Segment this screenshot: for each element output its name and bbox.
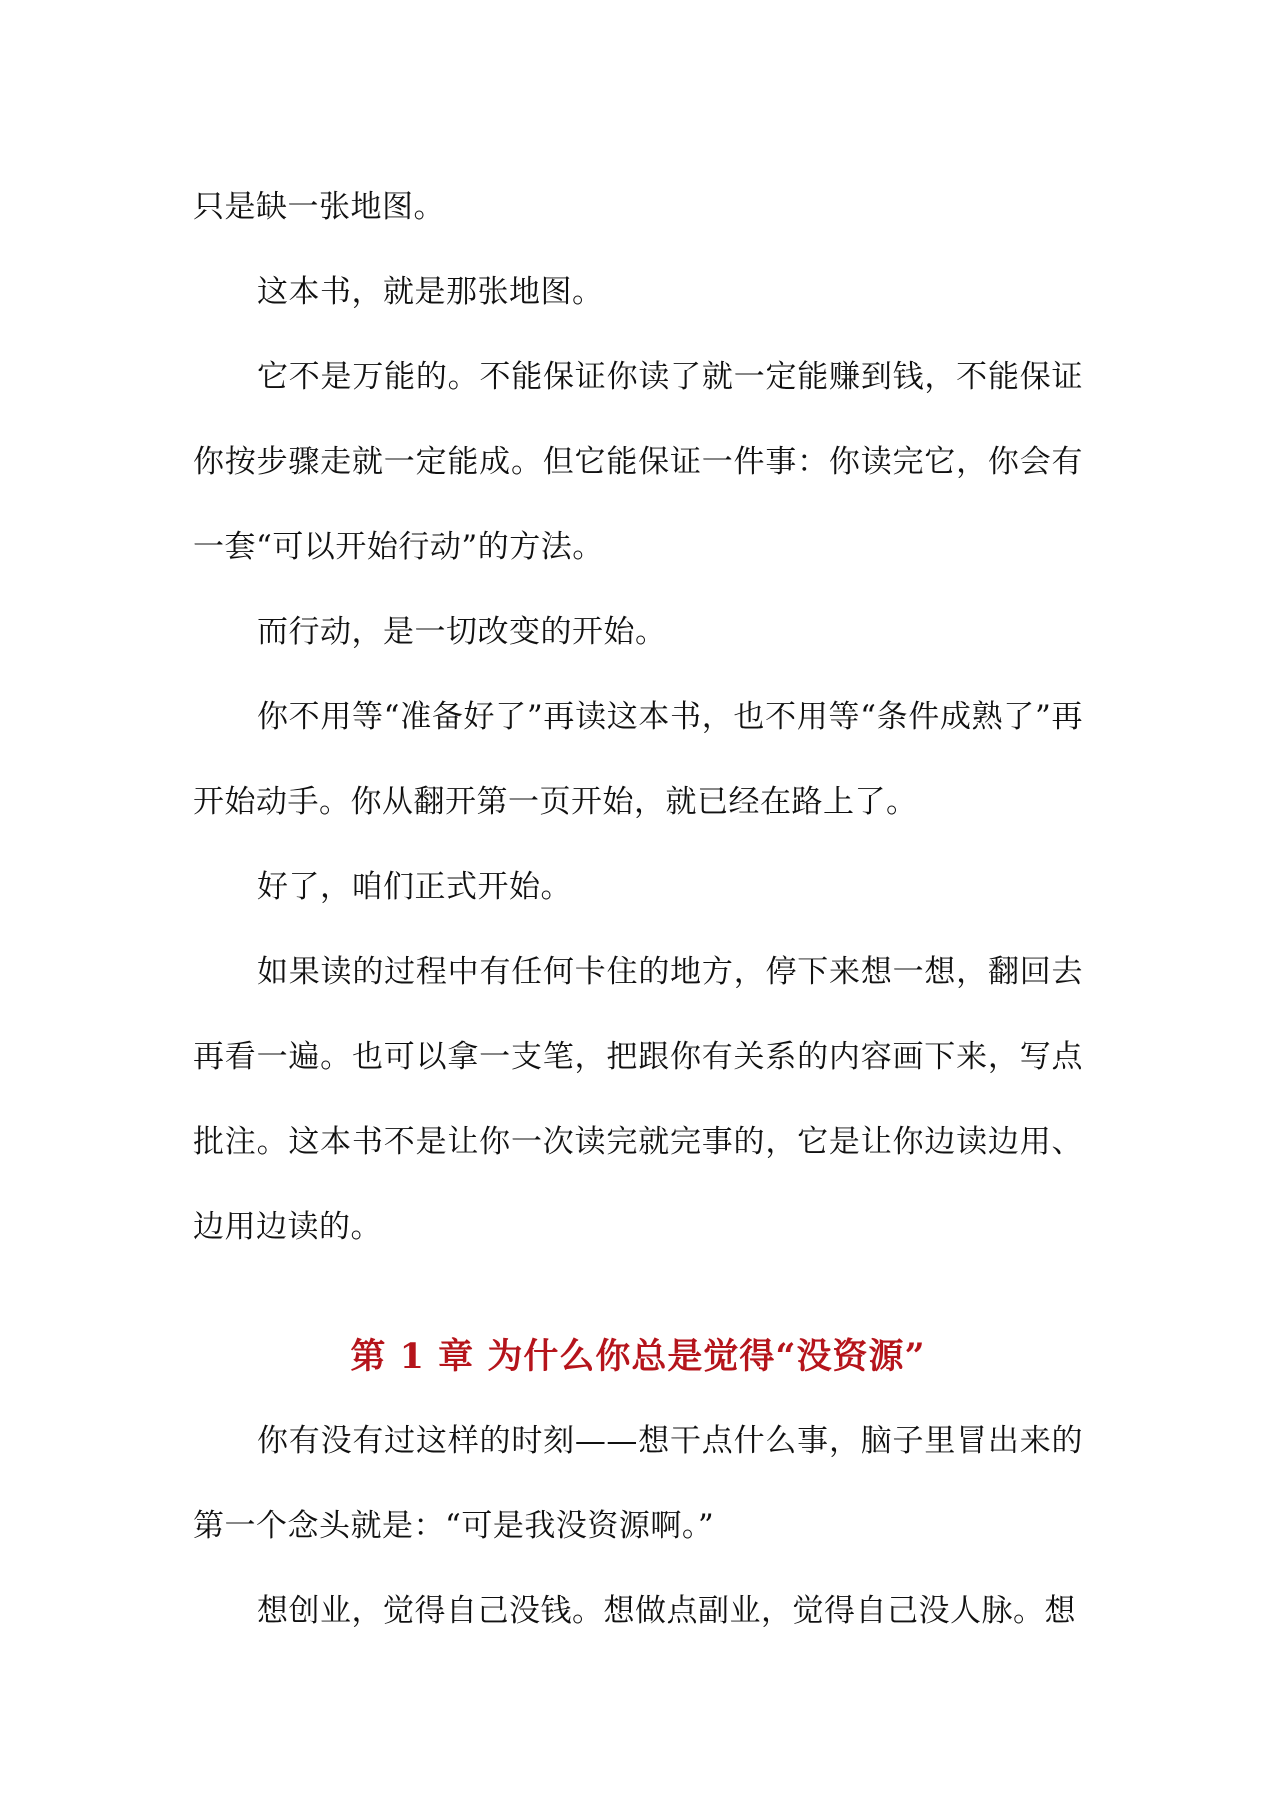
- paragraph: 你有没有过这样的时刻——想干点什么事，脑子里冒出来的第一个念头就是：“可是我没资源啊。”: [193, 1423, 1083, 1544]
- paragraph: 你不用等“准备好了”再读这本书，也不用等“条件成熟了”再开始动手。你从翻开第一页开始，就已经在路上了。: [193, 699, 1083, 820]
- page-body: [193, 165, 1083, 1654]
- paragraph: 这本书，就是那张地图。: [257, 274, 604, 310]
- paragraph-continuation: 只是缺一张地图。: [193, 189, 445, 225]
- paragraph: 如果读的过程中有任何卡住的地方，停下来想一想，翻回去再看一遍。也可以拿一支笔，把跟你有关系的内容画下来，写点批注。这本书不是让你一次读完就完事的，它是让你边读边用、边用边读的。: [193, 954, 1083, 1245]
- chapter-heading: 第 1 章 为什么你总是觉得“没资源”: [350, 1336, 926, 1377]
- paragraph: 想创业，觉得自己没钱。想做点副业，觉得自己没人脉。想: [257, 1593, 1076, 1629]
- paragraph: 好了，咱们正式开始。: [257, 869, 572, 905]
- paragraph: 它不是万能的。不能保证你读了就一定能赚到钱，不能保证你按步骤走就一定能成。但它能保证一件事：你读完它，你会有一套“可以开始行动”的方法。: [193, 359, 1083, 565]
- paragraph: 而行动，是一切改变的开始。: [257, 614, 667, 650]
